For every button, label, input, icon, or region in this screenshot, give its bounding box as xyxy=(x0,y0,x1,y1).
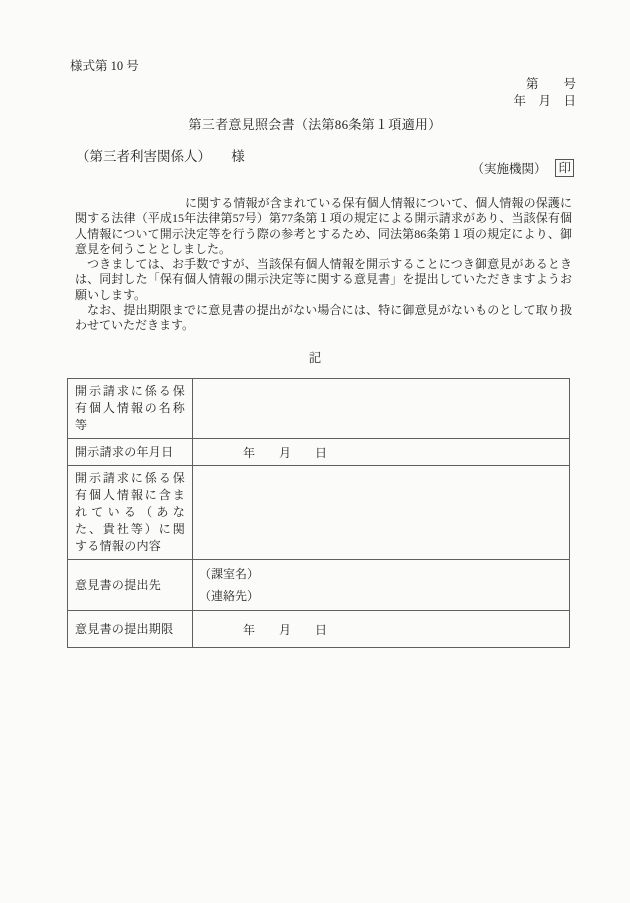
body-text xyxy=(75,196,572,334)
seal-mark: 印 xyxy=(555,159,574,177)
form-number: 様式第 10 号 xyxy=(70,59,139,73)
row-value-date: 年 月 日 xyxy=(193,439,570,466)
table-row xyxy=(68,379,570,439)
row-label: 意見書の提出先 xyxy=(68,560,193,611)
page-title: 第三者意見照会書（法第86条第１項適用） xyxy=(188,117,442,132)
contact-office-line: （課室名） xyxy=(199,567,260,581)
fill-in-area xyxy=(193,466,570,560)
row-value-contact xyxy=(193,560,570,611)
document-number-line: 第 号 xyxy=(525,77,576,91)
row-label: 開示請求の年月日 xyxy=(68,439,193,466)
paragraph-request: つきましては、お手数ですが、当該保有個人情報を開示することにつき御意見があるときは、同封した「保有個人情報の開示決定等に関する意見書」を提出していただきますようお願いします。 xyxy=(75,257,572,302)
issuing-agency-label: （実施機関） xyxy=(471,162,547,177)
table-row xyxy=(68,560,570,611)
paragraph-intro: に関する情報が含まれている保有個人情報について、個人情報の保護に関する法律（平成15年法律第57号）第77条第１項の規定による開示請求があり、当該保有個人情報について開示決定等を行う際の参考とするため、同法第86条第１項の規定により、御意見を伺うこととしました。 xyxy=(75,196,572,256)
document-date-line: 年 月 日 xyxy=(513,94,576,108)
contact-phone-line: （連絡先） xyxy=(199,589,260,603)
row-value-date: 年 月 日 xyxy=(193,611,570,648)
fill-in-area xyxy=(193,379,570,439)
row-label: 開示請求に係る保有個人情報の名称等 xyxy=(68,379,193,439)
row-label: 意見書の提出期限 xyxy=(68,611,193,648)
table-row xyxy=(68,439,570,466)
table-row xyxy=(68,466,570,560)
record-marker: 記 xyxy=(308,351,322,365)
table-row xyxy=(68,611,570,648)
issuing-agency-row xyxy=(471,159,574,177)
details-table xyxy=(67,378,570,648)
paragraph-deadline-note: なお、提出期限までに意見書の提出がない場合には、特に御意見がないものとして取り扱わせていただきます。 xyxy=(75,303,572,333)
row-label: 開示請求に係る保有個人情報に含まれている（あなた、貴社等）に関する情報の内容 xyxy=(68,466,193,560)
addressee-line: （第三者利害関係人） 様 xyxy=(76,149,245,164)
